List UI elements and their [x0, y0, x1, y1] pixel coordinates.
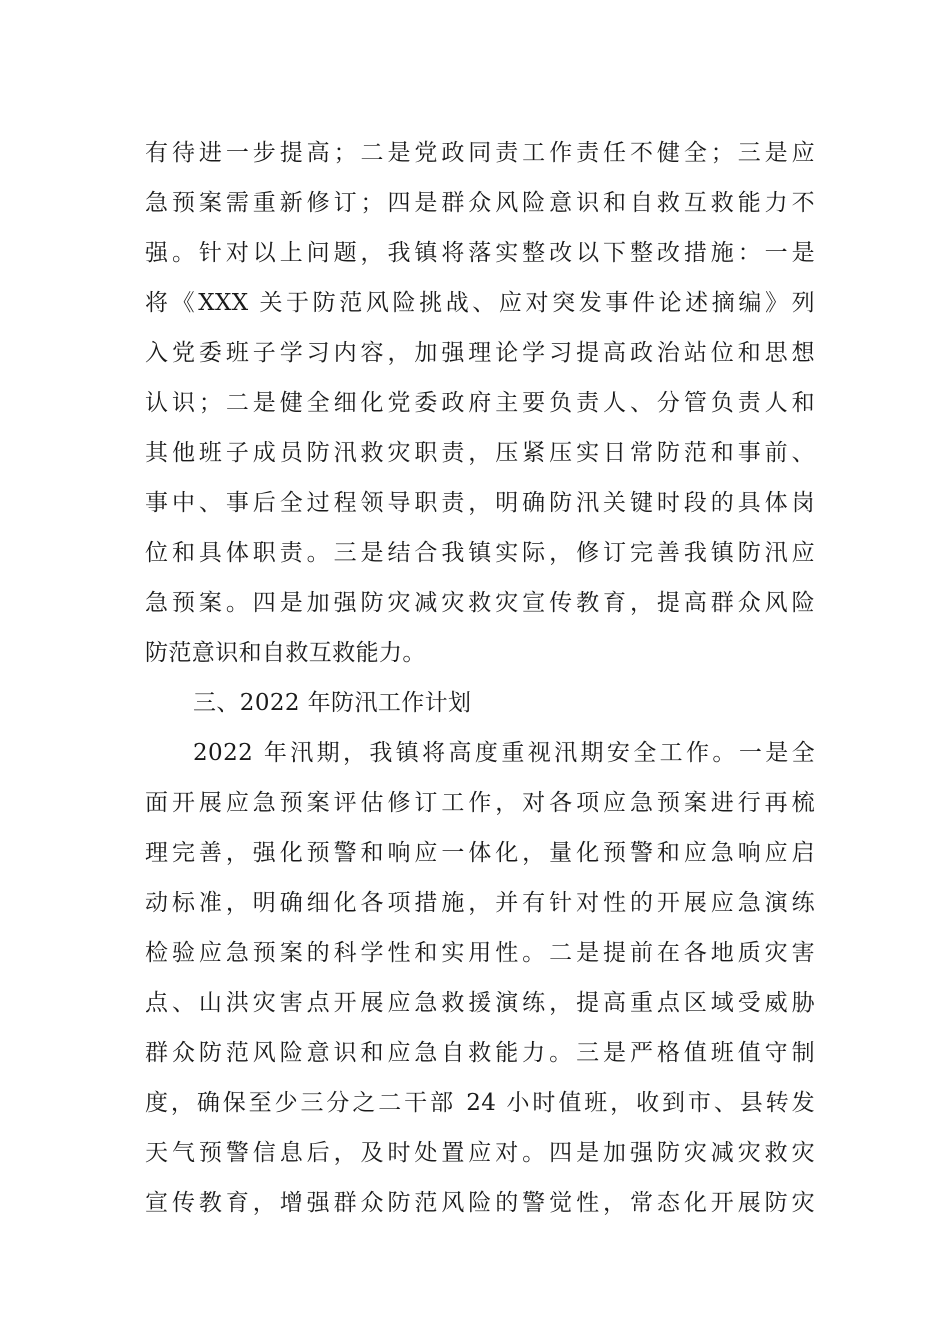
text-line: 有待进一步提高；二是党政同责工作责任不健全；三是应: [145, 140, 815, 166]
text-line: 动标准，明确细化各项措施，并有针对性的开展应急演练: [145, 890, 815, 916]
text-line: 点、山洪灾害点开展应急救援演练，提高重点区域受威胁: [145, 990, 815, 1016]
text-line: 急预案。四是加强防灾减灾救灾宣传教育，提高群众风险: [145, 590, 815, 616]
text-line: 事中、事后全过程领导职责，明确防汛关键时段的具体岗: [145, 490, 815, 516]
text-line: 入党委班子学习内容，加强理论学习提高政治站位和思想: [145, 340, 815, 366]
text-line: 2022 年汛期，我镇将高度重视汛期安全工作。一是全: [193, 740, 815, 766]
text-line: 防范意识和自救互救能力。: [145, 640, 426, 666]
text-line: 检验应急预案的科学性和实用性。二是提前在各地质灾害: [145, 940, 815, 966]
text-line: 其他班子成员防汛救灾职责，压紧压实日常防范和事前、: [145, 440, 815, 466]
text-line: 宣传教育，增强群众防范风险的警觉性，常态化开展防灾: [145, 1190, 815, 1216]
text-line: 认识；二是健全细化党委政府主要负责人、分管负责人和: [145, 390, 815, 416]
text-line: 将《XXX 关于防范风险挑战、应对突发事件论述摘编》列: [145, 290, 815, 316]
text-line: 急预案需重新修订；四是群众风险意识和自救互救能力不: [145, 190, 815, 216]
text-line: 群众防范风险意识和应急自救能力。三是严格值班值守制: [145, 1040, 815, 1066]
text-line: 强。针对以上问题，我镇将落实整改以下整改措施：一是: [145, 240, 815, 266]
section-heading: 三、2022 年防汛工作计划: [193, 690, 472, 716]
text-line: 理完善，强化预警和响应一体化，量化预警和应急响应启: [145, 840, 815, 866]
text-line: 位和具体职责。三是结合我镇实际，修订完善我镇防汛应: [145, 540, 815, 566]
text-line: 面开展应急预案评估修订工作，对各项应急预案进行再梳: [145, 790, 815, 816]
text-line: 度，确保至少三分之二干部 24 小时值班，收到市、县转发: [145, 1090, 815, 1116]
text-line: 天气预警信息后，及时处置应对。四是加强防灾减灾救灾: [145, 1140, 815, 1166]
